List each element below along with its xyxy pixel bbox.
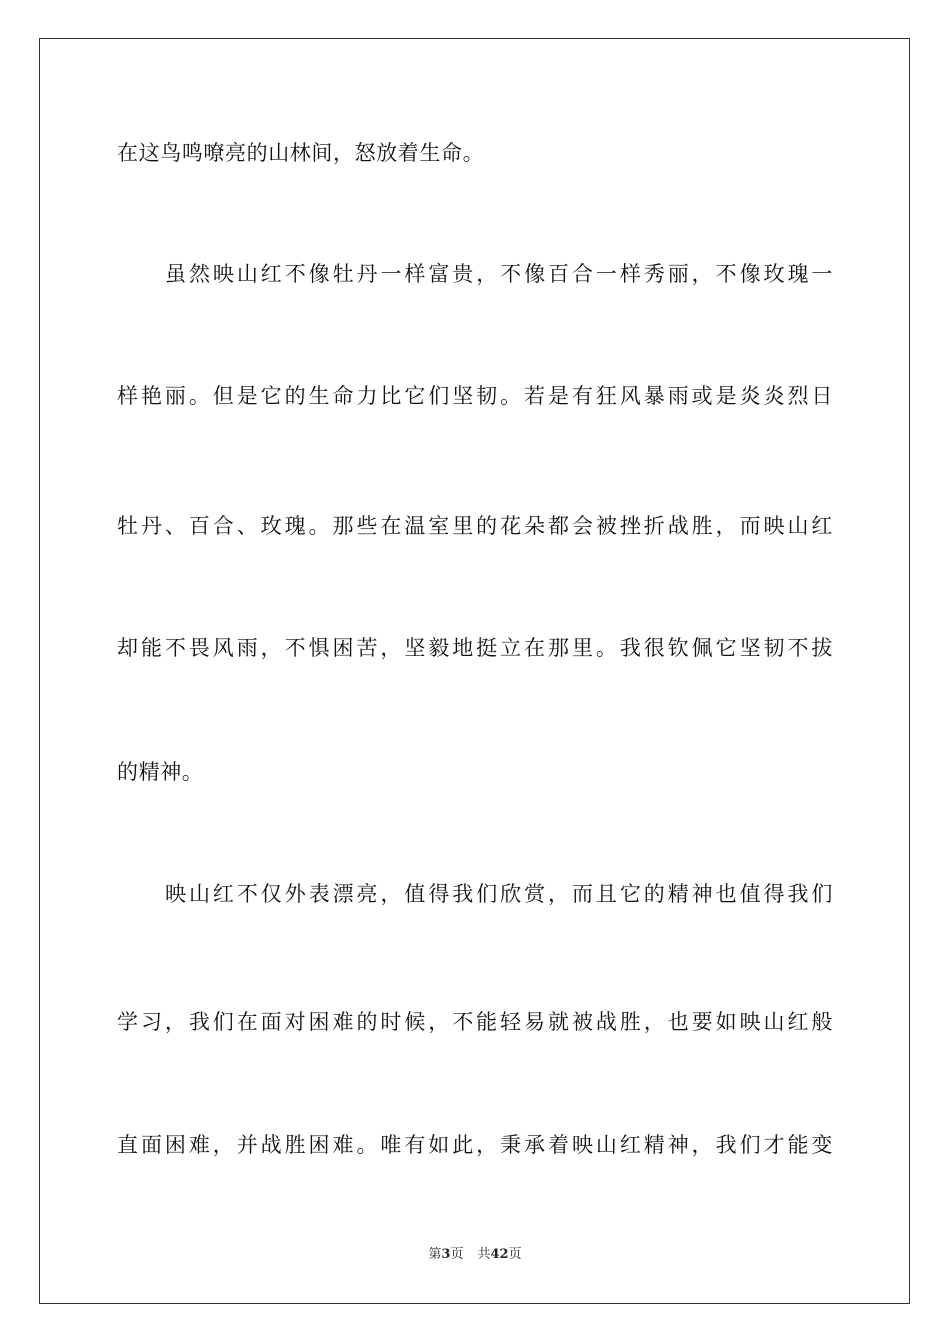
- paragraph-line-9: 直面困难，并战胜困难。唯有如此，秉承着映山红精神，我们才能变: [117, 1133, 833, 1157]
- paragraph-line-3: 样艳丽。但是它的生命力比它们坚韧。若是有狂风暴雨或是炎炎烈日: [117, 384, 833, 408]
- paragraph-line-7: 映山红不仅外表漂亮，值得我们欣赏，而且它的精神也值得我们: [165, 882, 833, 906]
- paragraph-line-4: 牡丹、百合、玫瑰。那些在温室里的花朵都会被挫折战胜，而映山红: [117, 514, 833, 538]
- paragraph-line-2: 虽然映山红不像牡丹一样富贵，不像百合一样秀丽，不像玫瑰一: [165, 262, 833, 286]
- paragraph-line-6: 的精神。: [117, 760, 204, 784]
- paragraph-line-8: 学习，我们在面对困难的时候，不能轻易就被战胜，也要如映山红般: [117, 1010, 833, 1034]
- footer-page-suffix: 页: [450, 1247, 464, 1262]
- paragraph-line-1: 在这鸟鸣嘹亮的山林间，怒放着生命。: [117, 141, 485, 165]
- footer-page-current: 3: [441, 1247, 451, 1262]
- page-footer: [0, 1246, 950, 1264]
- footer-page-prefix: 第: [428, 1247, 442, 1262]
- page-border: [39, 38, 910, 1304]
- paragraph-line-5: 却能不畏风雨，不惧困苦，坚毅地挺立在那里。我很钦佩它坚韧不拔: [117, 636, 833, 660]
- footer-total-prefix: 共: [477, 1247, 491, 1262]
- footer-page-total: 42: [490, 1247, 509, 1262]
- footer-total-suffix: 页: [508, 1247, 522, 1262]
